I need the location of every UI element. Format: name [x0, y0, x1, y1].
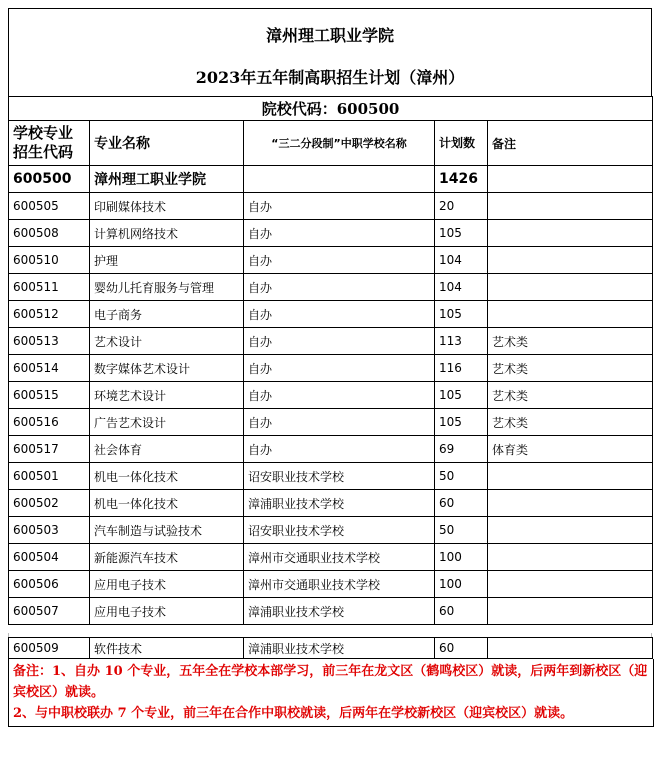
- cell-code: 600501: [9, 463, 90, 490]
- table-row: [9, 274, 653, 301]
- cell-plan: 104: [435, 274, 488, 301]
- cell-remark: [488, 490, 653, 517]
- cell-school: 诏安职业技术学校: [244, 517, 435, 544]
- table-row: [9, 193, 653, 220]
- cell-name: 数字媒体艺术设计: [90, 355, 244, 382]
- cell-school: 自办: [244, 355, 435, 382]
- cell-school: 漳州市交通职业技术学校: [244, 544, 435, 571]
- cell-school: 自办: [244, 436, 435, 463]
- table-row: [9, 638, 653, 659]
- table-row: [9, 220, 653, 247]
- cell-name: 新能源汽车技术: [90, 544, 244, 571]
- cell-remark: 艺术类: [488, 355, 653, 382]
- cell-plan: 50: [435, 517, 488, 544]
- cell-code: 600502: [9, 490, 90, 517]
- cell-code: 600511: [9, 274, 90, 301]
- cell-plan: 100: [435, 544, 488, 571]
- table-header-row: [9, 121, 653, 166]
- cell-plan: 50: [435, 463, 488, 490]
- cell-code: 600515: [9, 382, 90, 409]
- cell-code: 600510: [9, 247, 90, 274]
- header-remark: 备注: [488, 121, 653, 166]
- cell-plan: 1426: [435, 166, 488, 193]
- document-subtitle: 2023年五年制高职招生计划（漳州）: [195, 68, 465, 87]
- enrollment-table: [8, 96, 653, 625]
- table-row: [9, 463, 653, 490]
- cell-code: 600516: [9, 409, 90, 436]
- table-row: [9, 409, 653, 436]
- cell-remark: [488, 598, 653, 625]
- table-row: [9, 355, 653, 382]
- enrollment-table-continued: [8, 637, 653, 659]
- cell-remark: 艺术类: [488, 382, 653, 409]
- cell-school: 自办: [244, 409, 435, 436]
- school-code-line: 院校代码：600500: [9, 97, 653, 121]
- cell-remark: 体育类: [488, 436, 653, 463]
- cell-code: 600504: [9, 544, 90, 571]
- cell-plan: 69: [435, 436, 488, 463]
- cell-name: 社会体育: [90, 436, 244, 463]
- cell-name: 印刷媒体技术: [90, 193, 244, 220]
- table-row: [9, 301, 653, 328]
- cell-plan: 100: [435, 571, 488, 598]
- cell-remark: [488, 571, 653, 598]
- cell-name: 计算机网络技术: [90, 220, 244, 247]
- cell-school: 自办: [244, 220, 435, 247]
- cell-school: 漳浦职业技术学校: [244, 490, 435, 517]
- table-row: [9, 517, 653, 544]
- cell-remark: [488, 517, 653, 544]
- cell-remark: [488, 544, 653, 571]
- cell-remark: [488, 274, 653, 301]
- cell-name: 电子商务: [90, 301, 244, 328]
- header-code: 学校专业招生代码: [9, 121, 90, 166]
- school-total-row: [9, 166, 653, 193]
- cell-school: [244, 166, 435, 193]
- cell-school: 自办: [244, 382, 435, 409]
- document-title: 漳州理工职业学院: [265, 26, 394, 45]
- cell-name: 机电一体化技术: [90, 490, 244, 517]
- cell-plan: 105: [435, 220, 488, 247]
- cell-code: 600505: [9, 193, 90, 220]
- cell-code: 600506: [9, 571, 90, 598]
- cell-remark: [488, 166, 653, 193]
- cell-remark: 艺术类: [488, 409, 653, 436]
- cell-plan: 60: [435, 490, 488, 517]
- cell-name: 应用电子技术: [90, 571, 244, 598]
- document-header: [8, 8, 652, 96]
- cell-plan: 105: [435, 301, 488, 328]
- cell-school: 自办: [244, 301, 435, 328]
- header-plan: 计划数: [435, 121, 488, 166]
- cell-code: 600503: [9, 517, 90, 544]
- cell-remark: [488, 638, 653, 659]
- page-break-gap: [8, 625, 652, 637]
- cell-code: 600508: [9, 220, 90, 247]
- cell-name: 应用电子技术: [90, 598, 244, 625]
- header-school: “三二分段制”中职学校名称: [244, 121, 435, 166]
- table-row: [9, 598, 653, 625]
- cell-remark: 艺术类: [488, 328, 653, 355]
- table-row: [9, 544, 653, 571]
- enrollment-plan-document: [8, 8, 652, 727]
- cell-name: 汽车制造与试验技术: [90, 517, 244, 544]
- cell-name: 护理: [90, 247, 244, 274]
- table-row: [9, 382, 653, 409]
- cell-code: 600517: [9, 436, 90, 463]
- cell-school: 漳州市交通职业技术学校: [244, 571, 435, 598]
- cell-code: 600500: [9, 166, 90, 193]
- cell-remark: [488, 193, 653, 220]
- cell-code: 600509: [9, 638, 90, 659]
- cell-remark: [488, 220, 653, 247]
- cell-plan: 60: [435, 598, 488, 625]
- cell-plan: 20: [435, 193, 488, 220]
- cell-school: 自办: [244, 193, 435, 220]
- cell-code: 600507: [9, 598, 90, 625]
- cell-name: 机电一体化技术: [90, 463, 244, 490]
- table-row: [9, 247, 653, 274]
- table-row: [9, 328, 653, 355]
- cell-plan: 104: [435, 247, 488, 274]
- cell-name: 环境艺术设计: [90, 382, 244, 409]
- cell-plan: 60: [435, 638, 488, 659]
- cell-school: 自办: [244, 328, 435, 355]
- cell-remark: [488, 463, 653, 490]
- cell-school: 诏安职业技术学校: [244, 463, 435, 490]
- table-row: [9, 490, 653, 517]
- cell-name: 漳州理工职业学院: [90, 166, 244, 193]
- table-row: [9, 436, 653, 463]
- header-name: 专业名称: [90, 121, 244, 166]
- cell-school: 自办: [244, 274, 435, 301]
- cell-name: 广告艺术设计: [90, 409, 244, 436]
- cell-code: 600513: [9, 328, 90, 355]
- cell-school: 自办: [244, 247, 435, 274]
- cell-plan: 105: [435, 382, 488, 409]
- cell-name: 婴幼儿托育服务与管理: [90, 274, 244, 301]
- note-1: 备注：1、自办 10 个专业，五年全在学校本部学习，前三年在龙文区（鹤鸣校区）就读，后两年到新校区（迎宾校区）就读。: [13, 664, 648, 700]
- cell-code: 600512: [9, 301, 90, 328]
- cell-remark: [488, 301, 653, 328]
- table-row: [9, 571, 653, 598]
- cell-school: 漳浦职业技术学校: [244, 598, 435, 625]
- school-code-row: [9, 97, 653, 121]
- note-2: 2、与中职校联办 7 个专业，前三年在合作中职校就读，后两年在学校新校区（迎宾校区）就读。: [13, 706, 574, 721]
- cell-school: 漳浦职业技术学校: [244, 638, 435, 659]
- cell-name: 艺术设计: [90, 328, 244, 355]
- cell-plan: 113: [435, 328, 488, 355]
- notes-block: [8, 659, 654, 727]
- cell-name: 软件技术: [90, 638, 244, 659]
- cell-code: 600514: [9, 355, 90, 382]
- cell-remark: [488, 247, 653, 274]
- cell-plan: 105: [435, 409, 488, 436]
- cell-plan: 116: [435, 355, 488, 382]
